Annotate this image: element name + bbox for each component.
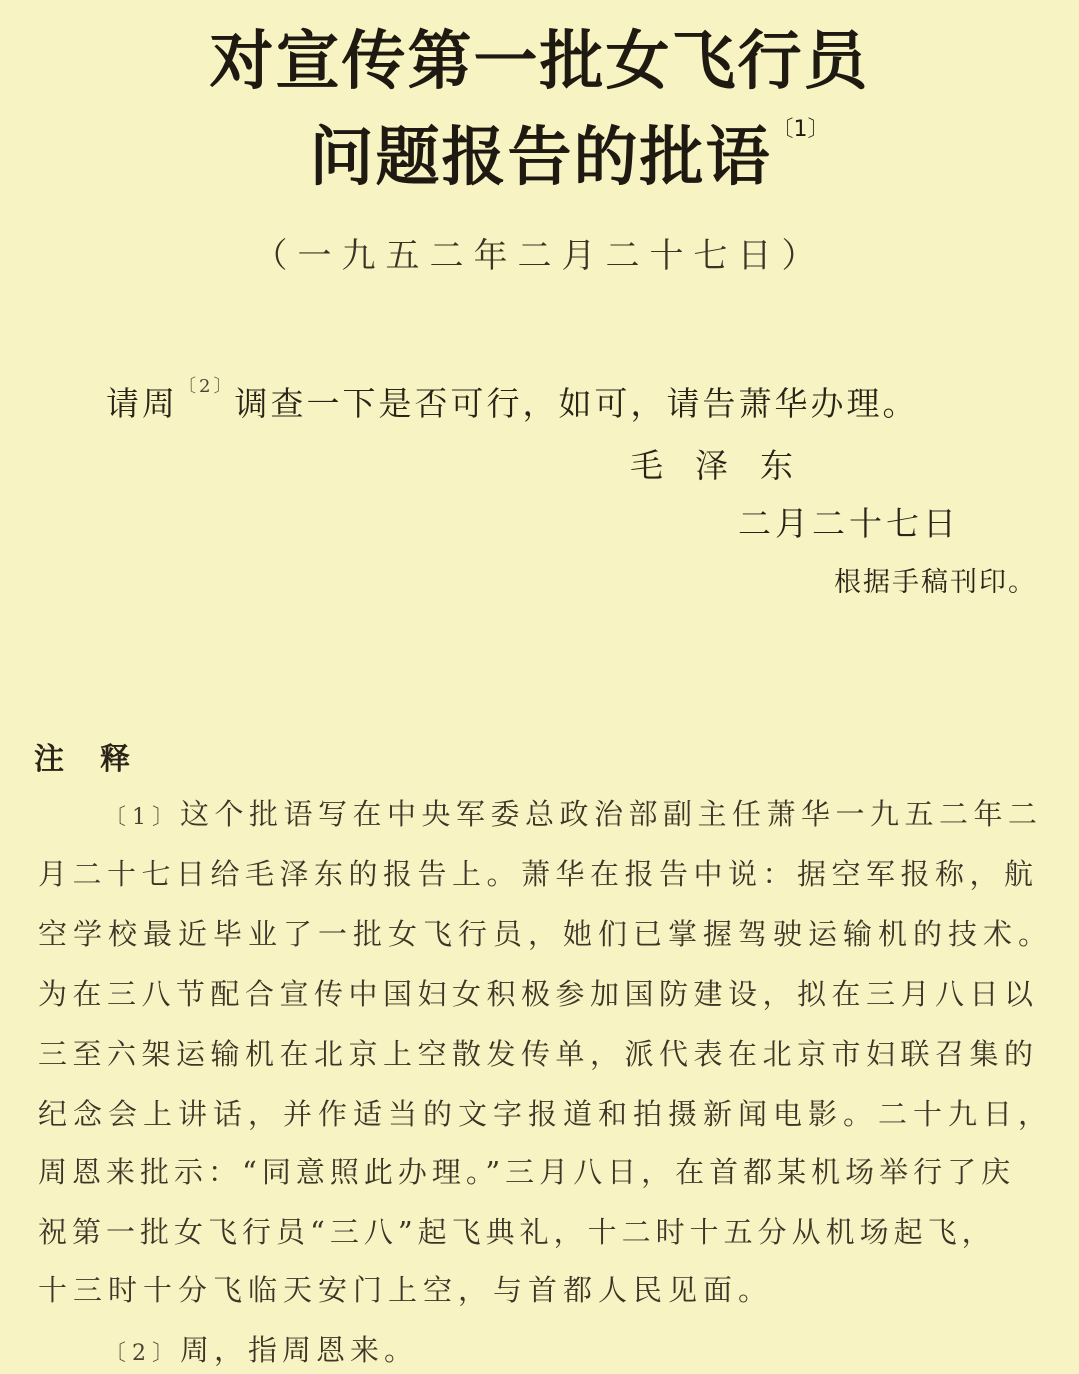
title-line-2 [30,106,1079,198]
note-1-line-7: 周恩来批示：“同意照此办理。”三月八日，在首都某机场举行了庆 [38,1155,1016,1189]
document-date: （一九五二年二月二十七日） [253,236,826,276]
note-1-line-1-text: 这个批语写在中央军委总政治部副主任萧华一九五二年二 [180,797,1043,831]
instruction-body: 调查一下是否可行，如可，请告萧华办理。 [234,384,919,423]
note-1-line-5: 三至六架运输机在北京上空散发传单，派代表在北京市妇联召集的 [38,1037,1039,1071]
title-footnote-ref: 〔1〕 [771,117,830,142]
note-2-text: 周，指周恩来。 [180,1333,419,1367]
note-1-line-3: 空学校最近毕业了一批女飞行员，她们已掌握驾驶运输机的技术。 [38,917,1054,951]
instruction-prefix: 请周 [106,384,178,423]
note-1-mark: 〔1〕 [104,805,180,830]
notes-heading: 注释 [34,742,166,777]
title-line-2-text: 问题报告的批语 [309,121,772,195]
instruction-footnote-ref: 〔2〕 [178,376,235,397]
note-1-line-9: 十三时十分飞临天安门上空，与首都人民见面。 [38,1273,774,1307]
note-1-line-4: 为在三八节配合宣传中国妇女积极参加国防建设，拟在三月八日以 [38,977,1039,1011]
source-note: 根据手稿刊印。 [834,567,1037,598]
note-1-line-2: 月二十七日给毛泽东的报告上。萧华在报告中说：据空军报称，航 [38,857,1039,891]
instruction-text [106,378,918,425]
title-line-1: 对宣传第一批女飞行员 [209,25,870,99]
note-1-line-6: 纪念会上讲话，并作适当的文字报道和拍摄新闻电影。二十九日， [38,1097,1054,1131]
note-1-line-1 [104,792,1043,833]
note-2-mark: 〔2〕 [104,1341,180,1366]
signature: 毛泽东 [630,446,825,485]
note-2 [104,1328,418,1369]
note-1-line-8: 祝第一批女飞行员“三八”起飞典礼，十二时十五分从机场起飞， [38,1215,996,1249]
signature-date: 二月二十七日 [738,504,960,543]
